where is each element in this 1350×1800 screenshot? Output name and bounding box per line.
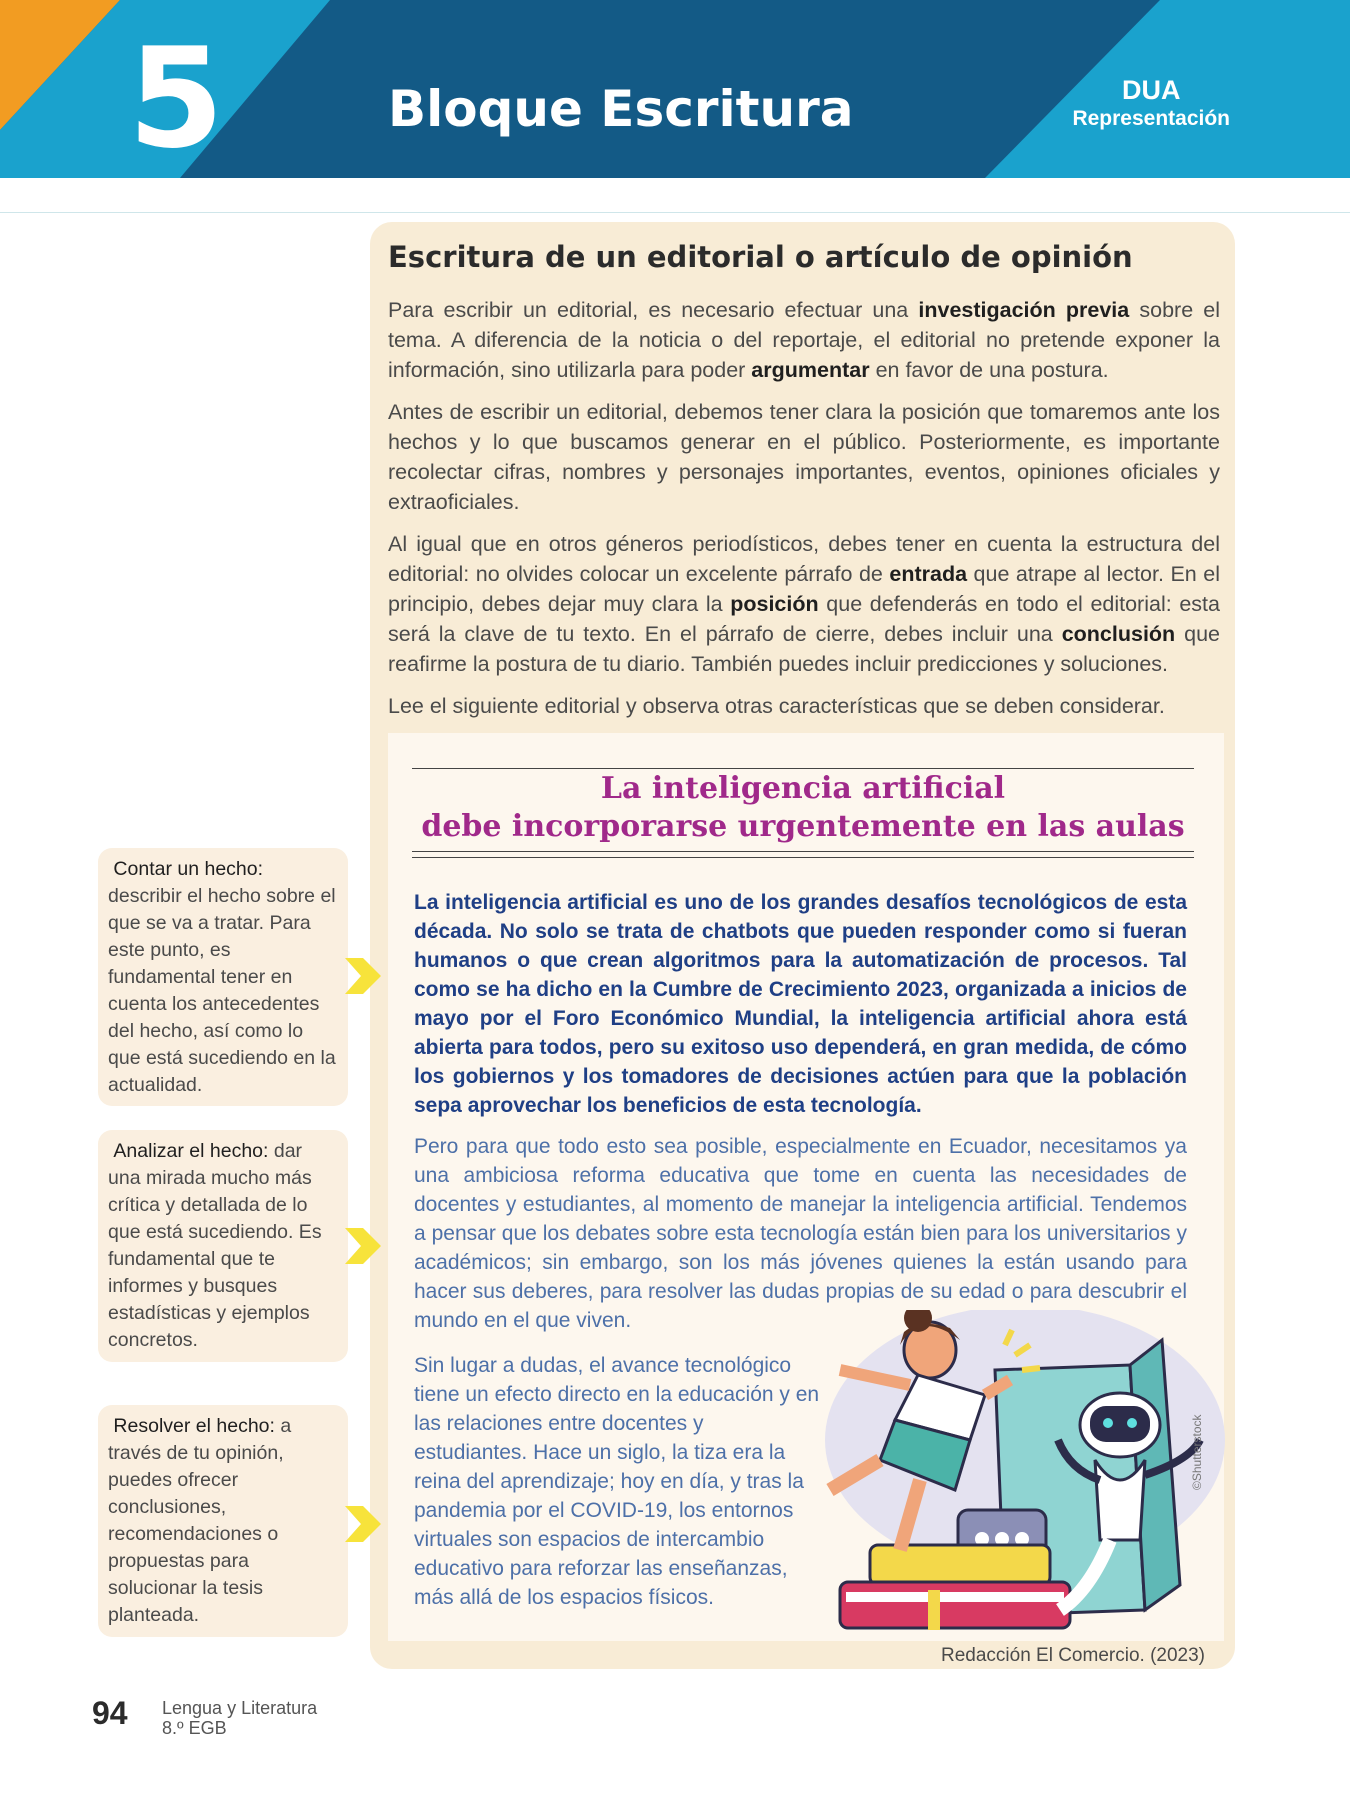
article-title-line-1: La inteligencia artificial (600, 771, 1006, 806)
dua-label (1072, 76, 1230, 131)
subject-label (162, 1698, 317, 1738)
dua-title: DUA (1121, 75, 1181, 105)
note-body: describir el hecho sobre el que se va a tratar. Para este punto, es fundamental tener en cuenta los antecedentes del hecho, así como lo que está sucediendo en la actualidad. (108, 885, 336, 1096)
note-analizar-hecho (98, 1130, 348, 1362)
note-heading: Contar un hecho: (113, 858, 264, 880)
article-paragraph-2: Pero para que todo esto sea posible, especialmente en Ecuador, necesitamos ya una ambiciosa reforma educativa que tome en cuenta las necesidades de docentes y estudiantes, al momento de manejar la inteligencia artificial. Tendemos a pensar que los debates sobre esta tecnología están bien para los universitarios y académicos; sin embargo, son los más jóvenes quienes la están usando para hacer sus deberes, para resolver las dudas propias de su edad o para descubrir el mundo en el que viven. (414, 1135, 1187, 1332)
photo-credit: ©Shutterstock (1190, 1414, 1204, 1490)
article-credit: Redacción El Comercio. (2023) (940, 1645, 1205, 1666)
intro-paragraph-3: Al igual que en otros géneros periodísticos, debes tener en cuenta la estructura del editorial: no olvides colocar un excelente párrafo de entrada que atrape al lector. En el principio, debes dejar muy clara la posición que defenderás en todo el editorial: esta será la clave de tu texto. En el párrafo de cierre, debes incluir una conclusión que reafirme la postura de tu diario. También puedes incluir predicciones y soluciones. (388, 532, 1220, 676)
title-rule-mid (412, 851, 1194, 852)
chapter-number: 5 (128, 18, 225, 178)
note-contar-hecho (98, 848, 348, 1106)
note-body: a través de tu opinión, puedes ofrecer conclusiones, recomendaciones o propuestas para solucionar la tesis planteada. (108, 1415, 292, 1626)
girl-robot-illustration (800, 1310, 1230, 1640)
article-body (414, 888, 1187, 1347)
note-heading: Analizar el hecho: (113, 1140, 269, 1162)
block-title: Bloque Escritura (388, 80, 854, 138)
title-rule-bottom (412, 857, 1194, 858)
article-title (412, 770, 1194, 846)
grade-level: 8.º EGB (162, 1718, 227, 1738)
article-title-line-2: debe incorporarse urgentemente en las aulas (421, 809, 1185, 844)
header-divider (0, 212, 1350, 213)
intro-paragraph-1: Para escribir un editorial, es necesario efectuar una investigación previa sobre el tema. A diferencia de la noticia o del reportaje, el editorial no pretende exponer la información, sino utilizarla para poder argumentar en favor de una postura. (388, 298, 1221, 382)
intro-paragraph-2: Antes de escribir un editorial, debemos tener clara la posición que tomaremos ante los hechos y lo que buscamos generar en el público. Posteriormente, es importante recolectar cifras, nombres y personajes importantes, eventos, opiniones oficiales y extraoficiales. (388, 400, 1220, 514)
dua-subtitle: Representación (1072, 106, 1230, 130)
intro-paragraph-4: Lee el siguiente editorial y observa otras características que se deben considerar. (388, 694, 1165, 718)
note-heading: Resolver el hecho: (113, 1415, 275, 1437)
arrow-right-icon (345, 954, 383, 998)
intro-text (388, 295, 1220, 733)
article-paragraph-3: Sin lugar a dudas, el avance tecnológico tiene un efecto directo en la educación y en las relaciones entre docentes y estudiantes. Hace un siglo, la tiza era la reina del aprendizaje; hoy en día, y tras la pandemia por el COVID-19, los entornos virtuales son espacios de intercambio educativo para reforzar las enseñanzas, más allá de los espacios físicos. (414, 1354, 820, 1609)
arrow-right-icon (345, 1224, 383, 1268)
page-number: 94 (92, 1695, 128, 1731)
arrow-right-icon (345, 1502, 383, 1546)
section-title: Escritura de un editorial o artículo de opinión (388, 240, 1133, 274)
chapter-header (0, 0, 1350, 178)
note-resolver-hecho (98, 1405, 348, 1637)
note-body: dar una mirada mucho más crítica y detallada de lo que está sucediendo. Es fundamental que te informes y busques estadísticas y ejemplos concretos. (108, 1140, 322, 1351)
title-rule-top (412, 768, 1194, 769)
article-lead-paragraph: La inteligencia artificial es uno de los grandes desafíos tecnológicos de esta década. No solo se trata de chatbots que pueden responder como si fueran humanos o que crean algoritmos para la automatización de procesos. Tal como se ha dicho en la Cumbre de Crecimiento 2023, organizada a inicios de mayo por el Foro Económico Mundial, la inteligencia artificial ahora está abierta para todos, pero su exitoso uso dependerá, en gran medida, de cómo los gobiernos y los tomadores de decisiones actúen para que la población sepa aprovechar los beneficios de esta tecnología. (414, 891, 1187, 1117)
subject-name: Lengua y Literatura (162, 1698, 318, 1718)
